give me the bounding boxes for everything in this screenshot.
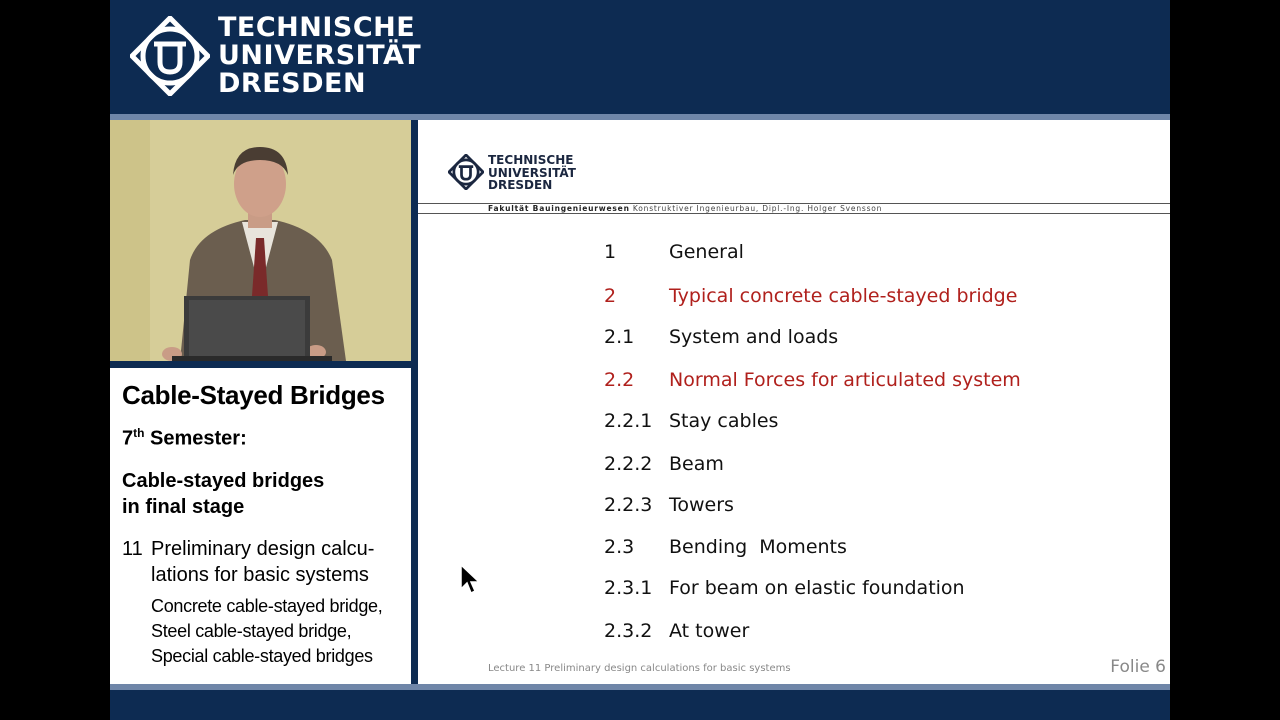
slide-university-name [488,154,576,192]
semester-ordinal: th [133,426,145,440]
toc-number: 1 [604,241,617,263]
slide-logo-line-3: DRESDEN [488,178,553,192]
lecture-frame [110,0,1170,720]
semester-number: 7 [122,427,134,450]
lecture-title-text [151,536,411,588]
toc-title: Normal Forces for articulated system [669,369,1021,391]
slide-number: Folie 6 [1110,657,1166,677]
lecture-subtopics [151,594,413,669]
semester-text: Semester: [144,427,247,450]
faculty-name: Fakultät Bauingenieurwesen [488,204,630,213]
toc-number: 2 [604,285,617,307]
toc-title: At tower [669,620,750,642]
speaker-figure [110,120,411,361]
toc-number: 2.2 [604,369,635,391]
toc-title: System and loads [669,326,839,348]
university-name [218,14,421,98]
subtopic-1: Concrete cable-stayed bridge, [151,596,383,616]
course-title: Cable-Stayed Bridges [122,380,385,410]
toc-title: Typical concrete cable-stayed bridge [669,285,1018,307]
toc-title: General [669,241,744,263]
tu-dresden-logo-icon [448,154,484,190]
toc-title: Towers [669,494,734,516]
toc-title: Beam [669,453,724,475]
slide-footer: Lecture 11 Preliminary design calculations for basic systems [488,663,791,674]
presentation-slide [418,120,1170,684]
slide-logo-line-1: TECHNISCHE [488,153,574,167]
faculty-line [488,204,882,213]
toc-title: Bending Moments [669,536,847,558]
header-bar [110,0,1170,114]
faculty-details: Konstruktiver Ingenieurbau, Dipl.-Ing. Holger Svensson [629,204,883,213]
toc-title: Stay cables [669,410,779,432]
toc-number: 2.3.1 [604,577,653,599]
speaker-video [110,120,411,361]
lecture-info-panel [110,368,411,684]
mouse-pointer-icon [460,564,482,596]
toc-number: 2.1 [604,326,635,348]
toc-number: 2.2.1 [604,410,653,432]
topic-line-2: in final stage [122,496,245,518]
toc-number: 2.3 [604,536,635,558]
lecture-line-1: Preliminary design calcu- [151,538,375,560]
topic-line-1: Cable-stayed bridges [122,470,325,492]
toc-number: 2.2.3 [604,494,653,516]
lecture-topic [122,468,407,520]
university-line-2: UNIVERSITÄT [218,40,422,71]
tu-dresden-logo-icon [130,16,210,96]
toc-number: 2.3.2 [604,620,653,642]
slide-rule-bottom [418,213,1170,214]
lecture-number: 11 [122,538,143,560]
subtopic-3: Special cable-stayed bridges [151,646,373,666]
toc-title: For beam on elastic foundation [669,577,965,599]
semester-label [122,426,247,451]
slide-logo-line-2: UNIVERSITÄT [488,165,576,180]
toc-number: 2.2.2 [604,453,653,475]
lecture-line-2: lations for basic systems [151,564,369,586]
university-line-1: TECHNISCHE [218,12,416,43]
university-line-3: DRESDEN [218,68,367,99]
subtopic-2: Steel cable-stayed bridge, [151,621,352,641]
bottom-bar [110,684,1170,690]
